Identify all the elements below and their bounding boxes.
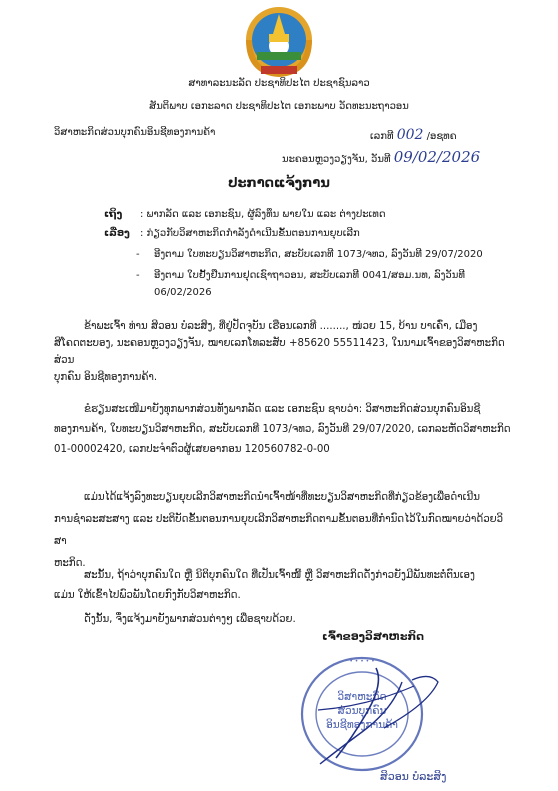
paragraph-line: ສີໂຄດຕະບອງ, ນະຄອນຫຼວງວຽງຈັນ, ໝາຍເລກໂທລະສັບ +85620 55511423, ໃນນາມເຈົ້າຂອງວິສາຫະກິດສ່ວນ [54, 338, 505, 366]
national-emblem [237, 4, 321, 80]
paragraph-4 [54, 566, 514, 606]
paragraph-line: ແມ່ນໄດ້ແຈ້ງລົງທະບຽນຍຸບເລີກວິສາຫະກິດນຳເຈົ້າໜ້າທີ່ທະບຽນວິສາຫະກິດທີ່ກ່ຽວຂ້ອງເພື່ອດຳເນີນ [84, 492, 480, 503]
stamp-line: ອິນຊີທອງການຄ້າ [326, 719, 398, 731]
to-text: : ພາກລັດ ແລະ ເອກະຊົນ, ຜູ້ລົງທຶນ ພາຍໃນ ແລະ ຕ່າງປະເທດ [140, 209, 386, 220]
paragraph-line: ຂ້າພະເຈົ້າ ທ່ານ ສິວອນ ບໍລະສິງ, ທີ່ຢູ່ປັດຈຸບັນ ເຮືອນເລກທີ ........, ໜ່ວຍ 15, ບ້ານ ບາເຄົ່າ, ເມືອງ [84, 321, 478, 332]
paragraph-line: ການຊຳລະສະສາງ ແລະ ປະຕິບັດຂັ້ນຕອນການຍຸບເລີກວິສາຫະກິດຕາມຂັ້ນຕອນທີ່ກຳນົດໄວ້ໃນກົດໝາຍວ່າດ້ວຍວິສາ [54, 514, 504, 547]
paragraph-3 [54, 487, 514, 575]
reference-bullet: - [136, 249, 140, 260]
republic-heading: ສາທາລະນະລັດ ປະຊາທິປະໄຕ ປະຊາຊົນລາວ [188, 78, 370, 89]
paragraph-line: ແມ່ນ ໃຫ້ເຂົ້າໄປພົວພັນໂດຍກົງກັບວິສາຫະກິດ. [54, 590, 241, 601]
place-date [282, 148, 480, 166]
signer-name: ສິວອນ ບໍລະສິງ [380, 770, 447, 783]
document-title: ປະກາດແຈ້ງການ [228, 176, 330, 191]
paragraph-line: ບຸກຄົນ ອິນຊີທອງການຄ້າ. [54, 372, 158, 383]
lao-emblem-icon [237, 4, 321, 80]
motto-heading: ສັນຕິພາບ ເອກະລາດ ປະຊາທິປະໄຕ ເອກະພາບ ວັດທະນະຖາວອນ [149, 101, 409, 112]
paragraph-line: 01-00002420, ເລກປະຈຳຕົວຜູ້ເສຍອາກອນ 120560782-0-00 [54, 444, 330, 455]
reference-item: ອີງຕາມ ໃບທະບຽນວິສາຫະກິດ, ສະບັບເລກທີ 1073/ຈທວ, ລົງວັນທີ 29/07/2020 [154, 249, 483, 260]
paragraph-line: ຂໍຮຽນສະເໜີມາຍັງທຸກພາກສ່ວນທັງພາກລັດ ແລະ ເອກະຊົນ ຊາບວ່າ: ວິສາຫະກິດສ່ວນບຸກຄົນອິນຊີ [84, 404, 481, 415]
reference-item-cont: 06/02/2026 [154, 287, 212, 298]
document-number [370, 127, 457, 143]
company-name: ວິສາຫະກິດສ່ວນບຸກຄົນອິນຊີທອງການຄ້າ [54, 127, 216, 138]
paragraph-line: ຫະກິດ. [54, 558, 86, 569]
number-suffix: /ອຊທຄ [426, 131, 457, 142]
signature-title: ເຈົ້າຂອງວິສາຫະກິດ [322, 630, 425, 643]
reference-bullet: - [136, 270, 140, 281]
svg-text:• • • • •: • • • • • [349, 658, 375, 665]
place-date-label: ນະຄອນຫຼວງວຽງຈັນ, ວັນທີ [282, 154, 391, 165]
number-label: ເລກທີ [370, 131, 394, 142]
number-value: 002 [396, 127, 424, 143]
stamp-line: ສ່ວນບຸກຄົນ [337, 705, 387, 717]
date-value: 09/02/2026 [393, 148, 481, 166]
closing-line: ດັ່ງນັ້ນ, ຈຶ່ງແຈ້ງມາຍັງພາກສ່ວນຕ່າງໆ ເພື່ອຊາບດ້ວຍ. [84, 614, 296, 625]
paragraph-line: ທອງການຄ້າ, ໃບທະບຽນວິສາຫະກິດ, ສະບັບເລກທີ 1073/ຈທວ, ລົງວັນທີ 29/07/2020, ເລກລະຫັດວິສາຫະກິດ [54, 424, 511, 435]
stamp-line: ວິສາຫະກິດ [337, 691, 387, 703]
reference-item: ອີງຕາມ ໃບຢັ້ງຢືນການຢຸດເຊົາຖາວອນ, ສະບັບເລກທີ 0041/ສອມ.ນທ, ລົງວັນທີ [154, 270, 465, 281]
company-stamp [280, 652, 460, 777]
paragraph-1 [54, 318, 514, 386]
subject-label: ເລື່ອງ [104, 228, 130, 239]
to-label: ເຖິງ [104, 209, 123, 220]
subject-text: : ກ່ຽວກັບວິສາຫະກິດກຳລັງດຳເນີນຂັ້ນຕອນການຍຸບເລີກ [140, 228, 360, 239]
paragraph-line: ສະນັ້ນ, ຖ້າວ່າບຸກຄົນໃດ ຫຼື ນິຕິບຸກຄົນໃດ ທີ່ເປັນເຈົ້າໜີ້ ຫຼື ວິສາຫະກິດດັ່ງກ່າວຍັງມີພັນທະຕໍ່ຕົນເອງ [84, 570, 475, 581]
paragraph-2 [54, 400, 514, 460]
handwritten-signature [280, 652, 460, 777]
